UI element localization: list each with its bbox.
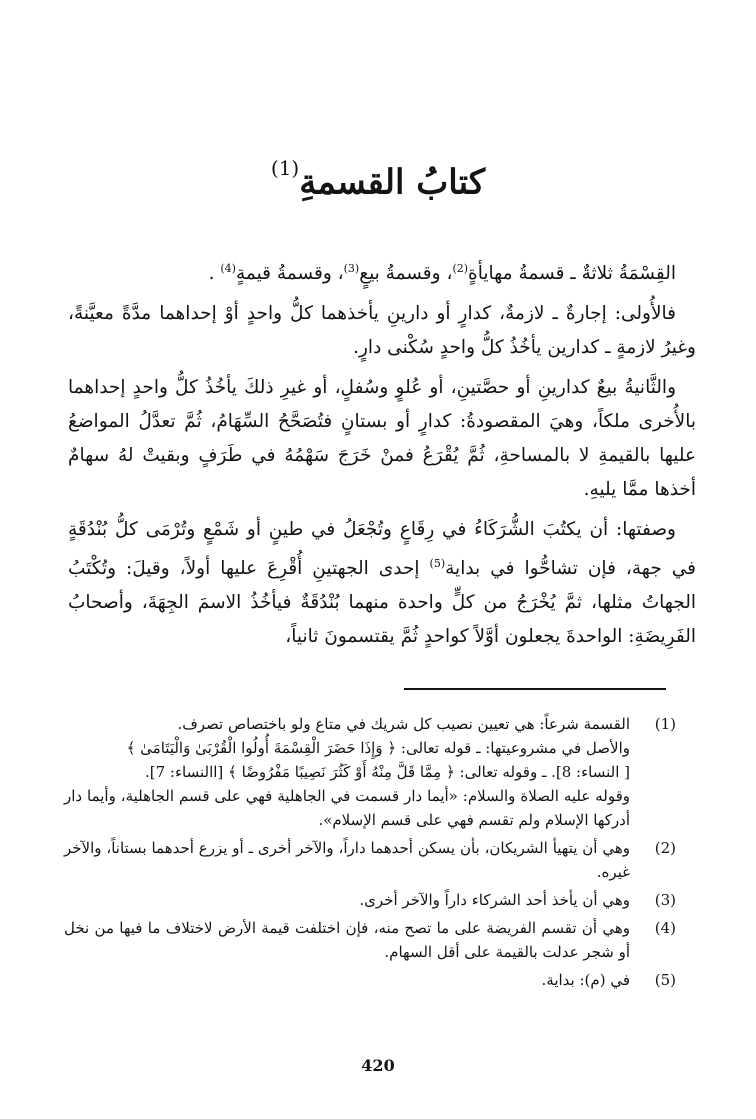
footnotes <box>64 712 676 996</box>
footnote-text <box>64 888 630 912</box>
chapter-title <box>0 150 756 206</box>
footnote-3 <box>64 888 676 912</box>
paragraph-4-part-a: وصفتها: أن يكتُبَ الشُّرَكَاءُ في رِقَاعٍ وتُجْعَلُ في طينٍ أو شَمْعٍ وتُرْمَى كلُّ بُنْدُقَةٍ في جهة، فإن تشاحُّوا في بداية <box>68 519 696 580</box>
footnote-line: وهي أن يتهيأ الشريكان، بأن يسكن أحدهما داراً، والآخر أخرى ـ أو يزرع أحدهما بستاناً، والآخر غيره. <box>64 839 630 881</box>
footnote-line: القسمة شرعاً: هي تعيين نصيب كل شريك في متاع ولو باختصاص تصرف. <box>177 715 630 733</box>
paragraph-4-part-b: إحدى الجهتينِ أُقْرِعَ عليها أولاً، وقيلَ: وتُكْتَبُ الجهاتُ مثلها، ثمَّ يُخْرَجُ من كلٍّ واحدة منهما بُنْدُقَةٌ فيأخُذُ الاسمَ الجِهَةَ، وأصحابُ الفَرِيضَةِ: الواحدةَ يجعلون أوَّلاً كواحدٍ ثُمَّ يقتسمونَ ثانياً، <box>68 558 696 648</box>
paragraph-2: فالأُولى: إجارةٌ ـ لازمةٌ، كدارٍ أو دارينِ يأخذهما كلُّ واحدٍ أوْ إحداهما مدَّةً معيَّنةً، وغيرُ لازمةٍ ـ كدارين يأخُذُ كلُّ واحدٍ سُكْنى دارٍ. <box>68 303 696 359</box>
paragraph-1-part-c: ، وقسمةُ قيمةٍ <box>235 263 344 285</box>
footnote-marker-5: (5) <box>429 557 446 571</box>
paragraph-1-part-d: . <box>208 263 221 285</box>
footnote-line: في (م): بداية. <box>541 971 630 989</box>
chapter-title-footnote-marker: (1) <box>270 156 300 180</box>
paragraph-1-part-a: القِسْمَةُ ثلاثةٌ ـ قسمةُ مهايأةٍ <box>468 263 676 285</box>
footnote-5 <box>64 968 676 992</box>
footnote-number: (2) <box>654 839 676 857</box>
footnote-text <box>64 836 630 884</box>
footnote-marker-3: (3) <box>343 262 360 275</box>
footnote-4 <box>64 916 676 964</box>
footnote-line: وهي أن يأخذ أحد الشركاء داراً والآخر أخرى. <box>359 891 630 909</box>
footnote-line: وقوله عليه الصلاة والسلام: «أيما دار قسمت في الجاهلية فهي على قسم الجاهلية، وأيما دار أدركها الإسلام ولم تقسم فهي على قسم الإسلام». <box>64 787 630 829</box>
footnote-marker-2: (2) <box>452 262 469 275</box>
footnote-text <box>64 916 630 964</box>
paragraph-3: والثَّانيةُ بيعٌ كدارينِ أو حصَّتينِ، أو عُلوٍ وسُفلٍ، أو غيرِ ذلكَ يأخُذُ كلُّ واحدٍ إحداهما بالأُخرى ملكاً، وهيَ المقصودةُ: كدارٍ أو بستانٍ فتُصَحَّحُ السِّهَامُ، ثُمَّ تعدَّلُ المواضعُ عليها بالقيمةِ لا بالمساحةِ، ثُمَّ يُقْرَعُ فمنْ خَرَجَ سَهْمُهُ في طَرَفٍ وبقيتْ لهُ سهامٌ أخذها ممَّا يليهِ. <box>68 377 696 501</box>
paragraph-1 <box>68 252 696 291</box>
footnote-2 <box>64 836 676 884</box>
footnote-line: [ النساء: 8]. ـ وقوله تعالى: ﴿ مِمَّا قَلَّ مِنْهُ أَوْ كَثُرَ نَصِيبًا مَفْرُوضًا ﴾ [االنساء: 7]. <box>144 763 630 781</box>
footnote-number: (4) <box>654 919 676 937</box>
chapter-title-text: كتابُ القسمةِ <box>299 162 486 203</box>
footnote-text <box>64 968 630 992</box>
footnote-text <box>64 712 630 832</box>
footnote-separator <box>404 688 666 690</box>
footnote-marker-4: (4) <box>220 262 236 275</box>
paragraph-4 <box>68 513 696 654</box>
footnote-1 <box>64 712 676 832</box>
page-number: 420 <box>361 1056 395 1075</box>
footnote-number: (3) <box>654 891 676 909</box>
footnote-line: والأصل في مشروعيتها: ـ قوله تعالى: ﴿ وَإِذَا حَضَرَ الْقِسْمَةَ أُولُوا الْقُرْبَىٰ وَالْيَتَامَىٰ ﴾ <box>126 739 630 757</box>
footnote-line: وهي أن تقسم الفريضة على ما تصح منه، فإن اختلفت قيمة الأرض لاختلاف ما فيها من نخل أو شجر عدلت بالقيمة على أقل السهام. <box>64 919 630 961</box>
paragraph-1-part-b: ، وقسمةُ بيعٍ <box>359 263 453 285</box>
footnote-number: (5) <box>654 971 676 989</box>
main-text <box>68 252 696 654</box>
footnote-number: (1) <box>654 715 676 733</box>
